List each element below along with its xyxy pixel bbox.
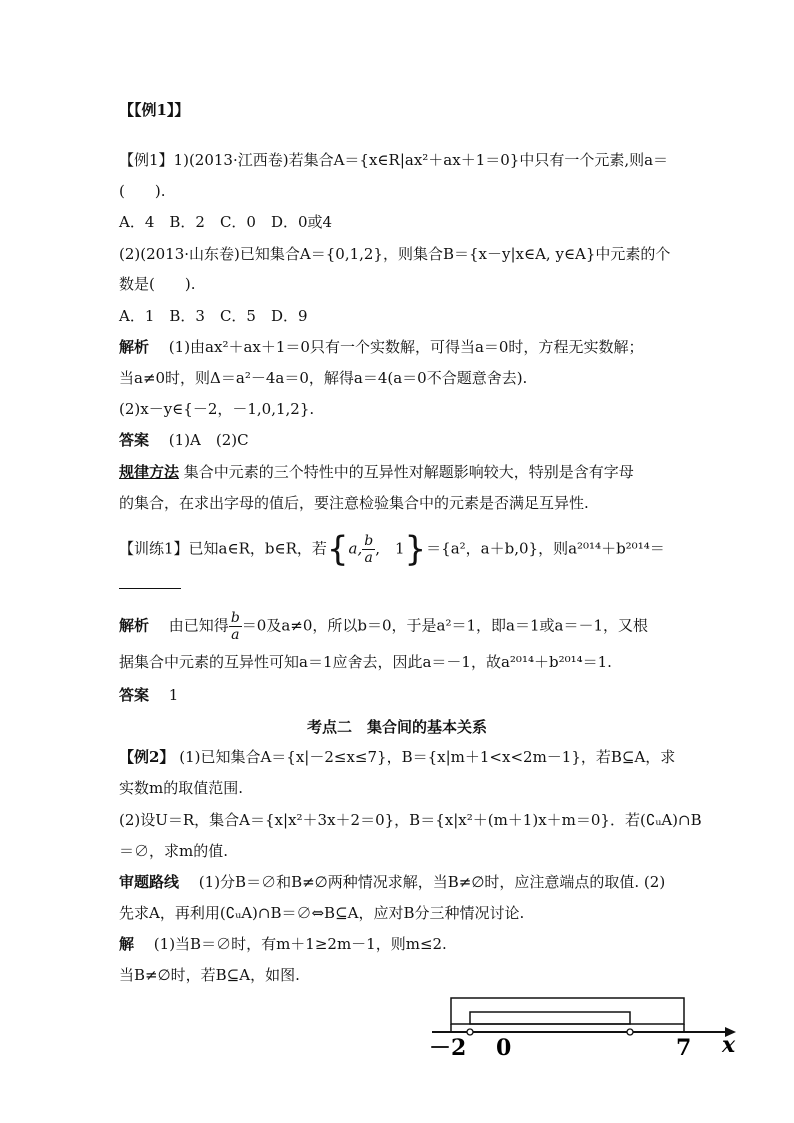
route-line2: 先求A，再利用(∁ᵤA)∩B＝∅⇔B⊆A，应对B分三种情况讨论.: [119, 904, 525, 922]
t1-frac-num: b: [230, 610, 240, 626]
example1-q1-options: A．4 B．2 C．0 D．0或4: [119, 213, 333, 231]
right-brace: }: [404, 529, 427, 570]
set-inner-a: a,: [348, 539, 363, 558]
solution-text: (1)当B＝∅时，有m＋1≥2m－1，则m≤2.: [153, 935, 447, 953]
training1-label: 【训练1】: [119, 539, 189, 558]
heading: 【【例1】】: [119, 101, 190, 119]
training1-text-a: 已知a∈R，b∈R，若: [188, 539, 327, 558]
section-title: 考点二 集合间的基本关系: [306, 718, 487, 736]
fraction-b-over-a: [362, 533, 375, 566]
inner-interval-box: [470, 1012, 630, 1024]
t1-answer-text: 1: [168, 686, 179, 704]
analysis-text: (1)由ax²＋ax＋1＝0只有一个实数解，可得当a＝0时，方程无实数解；: [168, 338, 644, 356]
example1-analysis-line2: 当a≠0时，则Δ＝a²－4a＝0，解得a＝4(a＝0不合题意舍去).: [119, 369, 528, 387]
example1-q2-options: A．1 B．3 C．5 D．9: [119, 307, 308, 325]
tick-label-7: 7: [676, 1035, 692, 1060]
solution-label: 解: [119, 935, 135, 953]
training1-answer: [119, 685, 178, 705]
route-line1: [119, 872, 665, 892]
solution-line2: 当B≠∅时，若B⊆A，如图.: [119, 966, 300, 984]
example1-analysis-line3: (2)x－y∈{－2，－1,0,1,2}.: [119, 400, 315, 418]
answer-text: (1)A (2)C: [168, 431, 249, 449]
open-endpoint-left: [467, 1029, 473, 1035]
t1-analysis-label: 解析: [119, 616, 150, 635]
number-line-figure: [420, 990, 750, 1060]
example1-q1-line1: 【例1】1)(2013·江西卷)若集合A＝{x∈R|ax²＋ax＋1＝0}中只有一个元素,则a＝: [119, 151, 669, 169]
set-inner-c: , 1: [375, 539, 405, 558]
method-text: 集合中元素的三个特性中的互异性对解题影响较大，特别是含有字母: [183, 463, 634, 481]
example2-label: 【例2】: [119, 748, 175, 766]
left-brace: {: [326, 529, 349, 570]
example1-q1-line2: ( ).: [119, 182, 166, 200]
t1-answer-label: 答案: [119, 686, 150, 704]
tick-label-minus2: －2: [429, 1035, 467, 1060]
example1-analysis-line1: [119, 337, 643, 357]
training1-line1: [119, 529, 665, 570]
example1-method-line1: [119, 462, 634, 482]
t1-analysis-a: 由已知得: [168, 616, 229, 635]
frac-denominator: a: [364, 550, 373, 566]
t1-fraction: [229, 610, 242, 643]
analysis-label: 解析: [119, 338, 150, 356]
answer-blank: [119, 574, 181, 589]
route-text: (1)分B＝∅和B≠∅两种情况求解，当B≠∅时，应注意端点的取值. (2): [198, 873, 666, 891]
outer-interval-box: [451, 998, 684, 1024]
training1-analysis-line1: [119, 610, 648, 643]
example1-q2-line1: (2)(2013·山东卷)已知集合A＝{0,1,2}，则集合B＝{x－y|x∈A, y∈A}中元素的个: [119, 245, 671, 263]
tick-label-0: 0: [496, 1035, 512, 1060]
example2-q1-text: (1)已知集合A＝{x|－2≤x≤7}，B＝{x|m＋1<x<2m－1}，若B⊆A，求: [179, 748, 676, 766]
example2-q1-line2: 实数m的取值范围.: [119, 779, 243, 797]
solution-line1: [119, 934, 447, 954]
training1-blank: [119, 574, 181, 594]
example1-q2-line2: 数是( ).: [119, 275, 196, 293]
answer-label: 答案: [119, 431, 150, 449]
example2-q2-line2: ＝∅，求m的值.: [119, 842, 228, 860]
example2-q1-line1: [119, 747, 675, 767]
t1-analysis-b: ＝0及a≠0，所以b＝0，于是a²＝1，即a＝1或a＝－1，又根: [241, 616, 648, 635]
open-endpoint-right: [627, 1029, 633, 1035]
t1-frac-den: a: [231, 627, 240, 643]
example2-q2-line1: (2)设U＝R，集合A＝{x|x²＋3x＋2＝0}，B＝{x|x²＋(m＋1)x＋m＝0}．若(∁ᵤA)∩B: [119, 811, 702, 829]
method-label: 规律方法: [119, 463, 180, 481]
frac-numerator: b: [364, 533, 374, 549]
axis-label-x: x: [722, 1032, 736, 1058]
training1-analysis-line2: 据集合中元素的互异性可知a＝1应舍去，因此a＝－1，故a²⁰¹⁴＋b²⁰¹⁴＝1.: [119, 653, 612, 671]
route-label: 审题路线: [119, 873, 180, 891]
example1-answer: [119, 430, 249, 450]
training1-text-b: ＝{a²，a＋b,0}，则a²⁰¹⁴＋b²⁰¹⁴＝: [426, 539, 665, 558]
example1-method-line2: 的集合，在求出字母的值后，要注意检验集合中的元素是否满足互异性.: [119, 494, 589, 512]
